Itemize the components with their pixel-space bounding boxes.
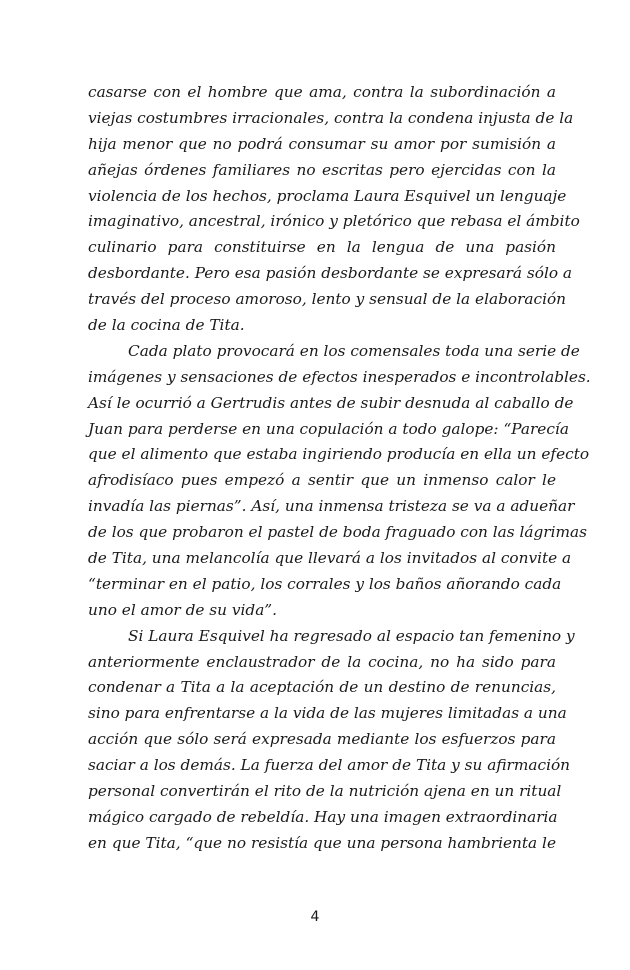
text-line: “terminar en el patio, los corrales y los baños añorando cada	[88, 574, 562, 593]
text-line: mágico cargado de rebeldía. Hay una imagen extraordinaria	[88, 807, 558, 826]
text-line: Así le ocurrió a Gertrudis antes de subir desnuda al caballo de	[88, 393, 574, 412]
text-line: viejas costumbres irracionales, contra la condena injusta de la	[88, 108, 574, 127]
text-line: través del proceso amoroso, lento y sensual de la elaboración	[88, 290, 567, 309]
text-line: Juan para perderse en una copulación a todo galope: “Parecía	[88, 419, 569, 438]
text-line: culinario para constituirse en la lengua de una pasión	[88, 238, 556, 257]
text-line: añejas órdenes familiares no escritas pero ejercidas con la	[88, 160, 556, 179]
text-line: imaginativo, ancestral, irónico y pletórico que rebasa el ámbito	[88, 212, 580, 231]
text-line: uno el amor de su vida”.	[88, 600, 277, 619]
text-line: que el alimento que estaba ingiriendo producía en ella un efecto	[88, 445, 590, 464]
text-line: personal convertirán el rito de la nutrición ajena en un ritual	[88, 782, 562, 801]
text-line: acción que sólo será expresada mediante los esfuerzos para	[88, 730, 556, 749]
text-line: imágenes y sensaciones de efectos inesperados e incontrolables.	[88, 367, 591, 386]
text-line: casarse con el hombre que ama, contra la subordinación a	[88, 83, 556, 101]
text-line: invadía las piernas”. Así, una inmensa tristeza se va a adueñar	[88, 497, 575, 516]
text-line: de la cocina de Tita.	[88, 316, 245, 335]
body-text	[88, 80, 591, 857]
text-line: en que Tita, “que no resistía que una persona hambrienta le	[88, 833, 556, 852]
text-line: sino para enfrentarse a la vida de las mujeres limitadas a una	[88, 704, 567, 723]
text-line: saciar a los demás. La fuerza del amor de Tita y su afirmación	[88, 756, 571, 775]
text-line: de Tita, una melancolía que llevará a los invitados al convite a	[88, 549, 572, 568]
text-line: hija menor que no podrá consumar su amor por sumisión a	[88, 134, 556, 153]
text-line: anteriormente enclaustrador de la cocina, no ha sido para	[88, 652, 556, 671]
paragraph-start-line: Cada plato provocará en los comensales toda una serie de	[128, 341, 580, 360]
paragraph-start-line: Si Laura Esquivel ha regresado al espacio tan femenino y	[128, 626, 575, 645]
text-line: de los que probaron el pastel de boda fraguado con las lágrimas	[88, 523, 587, 542]
text-line: condenar a Tita a la aceptación de un destino de renuncias,	[88, 678, 556, 697]
page-number: 4	[310, 909, 320, 925]
text-line: afrodisíaco pues empezó a sentir que un inmenso calor le	[88, 471, 556, 490]
text-line: desbordante. Pero esa pasión desbordante se expresará sólo a	[88, 264, 573, 283]
text-line: violencia de los hechos, proclama Laura Esquivel un lenguaje	[88, 186, 567, 205]
